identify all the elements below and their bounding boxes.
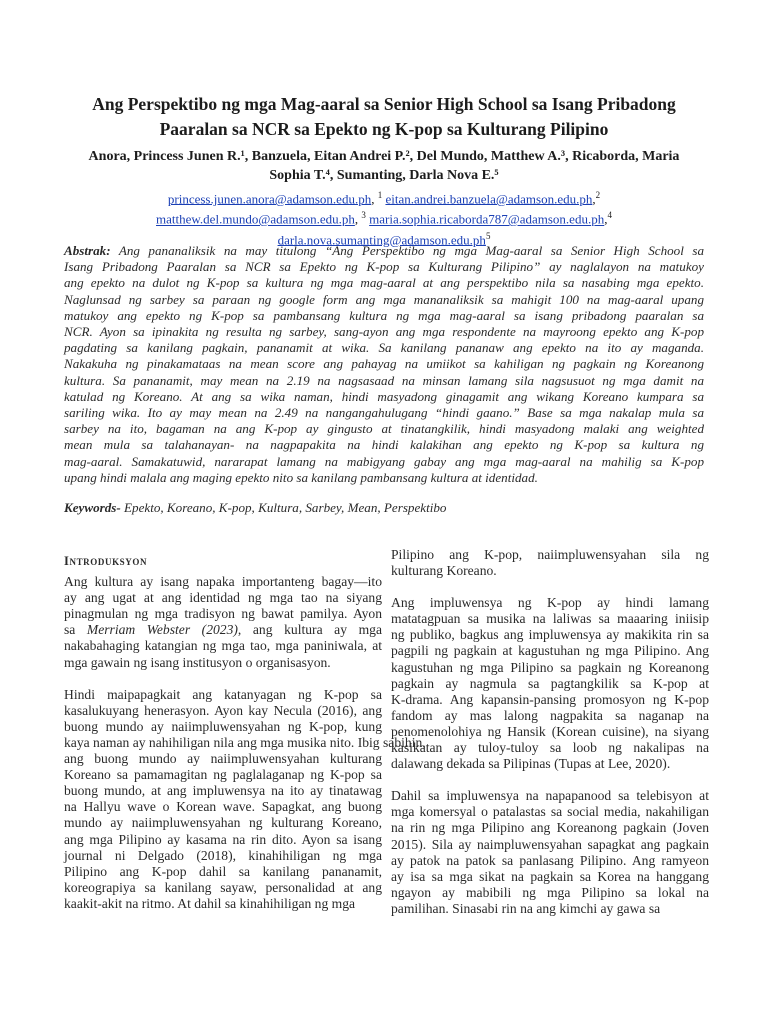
email-list <box>80 187 688 248</box>
body-text-line: ngayon ay mabibili ng mga Pilipino sa lokal na <box>391 884 709 900</box>
abstract-label: Abstrak: <box>64 243 111 258</box>
body-text-line: buong mundo ay naiimpluwensyahan ng K-pop, kung <box>64 718 382 734</box>
body-text-line: matatagpuan sa musika na laliwas sa maaaring iniisip <box>391 611 709 627</box>
title-line: Paaralan sa NCR sa Epekto ng K-pop sa Kulturang Pilipino <box>159 119 609 139</box>
abstract-line: Naglunsad ng sarbey sa paraan ng google form ang mga mananaliksik sa mahigit 100 na mag-aaral upang <box>64 291 704 307</box>
body-text-line: ang mga Pilipino ay kasama na rin dito. Ayon sa isang <box>64 831 382 847</box>
intro-left-column <box>64 553 426 912</box>
body-text-line: kagustuhan ng mga Pilipino sa pagkain ng Koreanong <box>391 659 709 675</box>
keywords-label: Keywords- <box>64 500 121 515</box>
abstract-line: NCR. Ayon sa ipinakita ng resulta ng sarbey, sang-ayon ang mga respondente na mayroong epekto ang K-pop <box>64 324 704 340</box>
body-text-line: 2015). Sila ay naimpluwensyahan sapagkat ang pagkain <box>391 836 709 852</box>
section-heading: Introduksyon <box>64 554 148 568</box>
email-line <box>80 207 688 227</box>
paragraph-break <box>391 772 709 788</box>
body-text-line: kaya naman ay nahihiligan nila ang mga musika nito. Ibig sabihin, <box>64 734 426 750</box>
abstract-line: pagdating sa kanilang pagkain, pananamit at wika. Sa kanilang pananaw ang epekto na ito ay maganda. <box>64 340 704 356</box>
email-link[interactable]: princess.junen.anora@adamson.edu.ph <box>167 191 372 207</box>
abstract-line: mag-aaral. Samakatuwid, nararapat lamang na mabigyang gabay ang mga mag-aaral na mahilig sa K-pop <box>64 453 704 469</box>
body-text-line: dalawang dekada sa Pilipinas (Tupas at Lee, 2020). <box>391 756 671 772</box>
body-text-line: ng publiko, bagkus ang impluwensya ay makikita rin sa <box>391 627 709 643</box>
body-text-line: mundo ay naiimpluwensyahan ng kulturang Koreano, <box>64 815 382 831</box>
body-text-line: penomenolohiya ng Hansik (Korean cuisine), na siyang <box>391 723 709 739</box>
email-superscript: 4 <box>607 210 612 221</box>
body-text-line: kasikatan ay tuloy-tuloy sa loob ng nakalipas na <box>391 740 709 756</box>
keywords-text: Epekto, Koreano, K-pop, Kultura, Sarbey, Mean, Perspektibo <box>120 500 447 515</box>
body-text-line: mga komersyal o patalastas sa social media, nakahiligan <box>391 804 709 820</box>
abstract-line: Isang Pribadong Paaralan sa NCR sa Epekto ng K-pop sa Kulturang Pilipino” ay naglalayon na matukoy <box>64 259 704 275</box>
body-text-line: na rin ng mga Pilipino ang Koreanong pagkain (Joven <box>391 820 709 836</box>
abstract-line: Abstrak: Ang pananaliksik na may titulong “Ang Perspektibo ng mga Mag-aaral sa Senior High School sa <box>64 243 704 258</box>
email-sep: , <box>371 191 378 207</box>
email-link[interactable]: eitan.andrei.banzuela@adamson.edu.ph <box>385 191 593 207</box>
author-line: Anora, Princess Junen R.¹, Banzuela, Eitan Andrei P.², Del Mundo, Matthew A.³, Ricaborda, Maria <box>88 149 680 164</box>
abstract-line: ang epekto na dulot ng K-pop sa kultura ng mga mag-aaral at ang perspektibo nila sa nasabing mga epekto. <box>64 275 704 291</box>
body-text-line: journal ni Delgado (2018), kinahihiligan ng mga <box>64 847 382 863</box>
body-text-line: pamilihan. Sinasabi rin na ang kimchi ay gawa sa <box>391 900 661 916</box>
author-line: Sophia T.⁴, Sumanting, Darla Nova E.⁵ <box>269 168 499 183</box>
body-text-line: nakabahaging katangian ng mga tao, mga paniniwala, at <box>64 638 382 654</box>
email-superscript: 5 <box>485 230 491 241</box>
body-text-line: ay ang ugat at ang identidad ng mga tao na siyang <box>64 590 382 606</box>
body-text-line: koreograpiya sa kanilang sayaw, personalidad at ang <box>64 879 382 895</box>
body-text-line: Ang impluwensya ng K-pop ay hindi lamang <box>391 595 709 611</box>
body-text-line: pagkain ay nagmula sa pagtangkilik sa K-pop at <box>391 675 709 691</box>
body-text-line: fandom ay mas lalong nagpakita sa naganap na <box>391 707 709 723</box>
body-text-line: kasalukuyang henerasyon. Ayon kay Necula (2016), ang <box>64 702 382 718</box>
title-line: Ang Perspektibo ng mga Mag-aaral sa Senior High School sa Isang Pribadong <box>92 94 676 114</box>
body-text-line: sa Merriam Webster (2023), ang kultura ay mga <box>64 622 382 638</box>
body-text-line: ay patok na patok sa panlasang Pilipino. Ang ramyeon <box>391 852 709 868</box>
email-line <box>80 187 688 207</box>
keywords <box>64 500 704 516</box>
body-text-line: na Hallyu wave o Korean wave. Sapagkat, ang buong <box>64 799 382 815</box>
email-link[interactable]: matthew.del.mundo@adamson.edu.ph <box>156 211 355 227</box>
abstract-line: mean mula sa talahanayan- na nagpapakita na hindi kalakihan ang epekto ng K-pop sa kultura ng <box>64 437 704 453</box>
author-list <box>60 147 708 185</box>
body-text-line: Ang kultura ay isang napaka importanteng bagay—ito <box>64 574 382 590</box>
body-text-line: ay isa sa mga sikat na pagkain sa Korea na hanggang <box>391 868 709 884</box>
body-text-line: ang buong mundo ay naiimpluwensyahan kulturang <box>64 751 382 767</box>
abstract-line: katulad ng Koreano. At ang sa wika naman, hindi masyadong ginagamit ang wikang Koreano kumpara sa <box>64 388 704 404</box>
body-text-line: Pilipino ang K-pop, naiimpluwensyahan sila ng <box>391 547 709 562</box>
body-text-line: Hindi maipapagkait ang katanyagan ng K-pop sa <box>64 686 382 702</box>
abstract <box>64 243 704 486</box>
body-text-line: Koreano sa pamamagitan ng paglalaganap ng K-pop sa <box>64 767 382 783</box>
body-text-line: K-drama. Ang kapansin-pansing promosyon ng K-pop <box>391 691 709 707</box>
email-superscript: 2 <box>595 190 601 200</box>
intro-right-column <box>391 547 709 917</box>
abstract-line: sarbey na ito, bagaman na ang K-pop ay gingusto at tinatangkilik, hindi masyadong malaki ang weighted <box>64 421 704 437</box>
email-superscript: 1 <box>377 190 383 200</box>
email-sep: , <box>354 211 362 227</box>
body-text-line: pinagmulan ng mga tradisyon ng bawat pamilya. Ayon <box>64 606 382 622</box>
body-text-line: kulturang Koreano. <box>391 563 497 579</box>
abstract-line: upang hindi malala ang maging epekto nito sa kanilang pambansang kultura at identidad. <box>64 469 538 485</box>
body-text-line: Dahil sa impluwensya na napapanood sa telebisyon at <box>391 788 709 804</box>
paper-title <box>60 92 708 142</box>
body-text-line: kaakit-akit na ritmo. At dahil sa kinahihiligan ng mga <box>64 895 356 911</box>
email-link[interactable]: darla.nova.sumanting@adamson.edu.ph <box>277 231 486 247</box>
abstract-line: matukoy ang epekto ng K-pop sa pambansang kultura ng mga mag-aaral sa isang pribadong paaralan sa <box>64 307 704 323</box>
abstract-line: kultura. Sa pananamit, may mean na 2.19 na nagsasaad na minsan lamang sila nagsusuot ng mga damit na <box>64 372 704 388</box>
body-text-line: Pilipino ang K-pop dahil sa kanilang pananamit, <box>64 863 382 879</box>
body-text-line: pagpili ng pagkain at kagustuhan ng mga Pilipino. Ang <box>391 643 709 659</box>
paragraph-break <box>391 579 709 595</box>
abstract-line: Nakakuha ng pinakamataas na mean score ang pahayag na umiikot sa kahiligan ng pagkain ng Koreanong <box>64 356 704 372</box>
email-sep: , <box>592 191 596 207</box>
body-text-line: mga gawain ng isang institusyon o organisasyon. <box>64 654 331 670</box>
email-sep: , <box>604 211 608 227</box>
email-superscript: 3 <box>361 210 366 221</box>
body-text-line: buong mundo, at ang impluwensya na ito ay tinatawag <box>64 783 382 799</box>
citation-italic: Merriam Webster (2023) <box>86 622 238 638</box>
paragraph-break <box>64 671 382 687</box>
email-link[interactable]: maria.sophia.ricaborda787@adamson.edu.ph <box>369 211 605 227</box>
abstract-line: sariling wika. Ito ay may mean na 2.49 na nangangahulugang “hindi gaano.” Base sa mga nakalap mula sa <box>64 405 704 421</box>
